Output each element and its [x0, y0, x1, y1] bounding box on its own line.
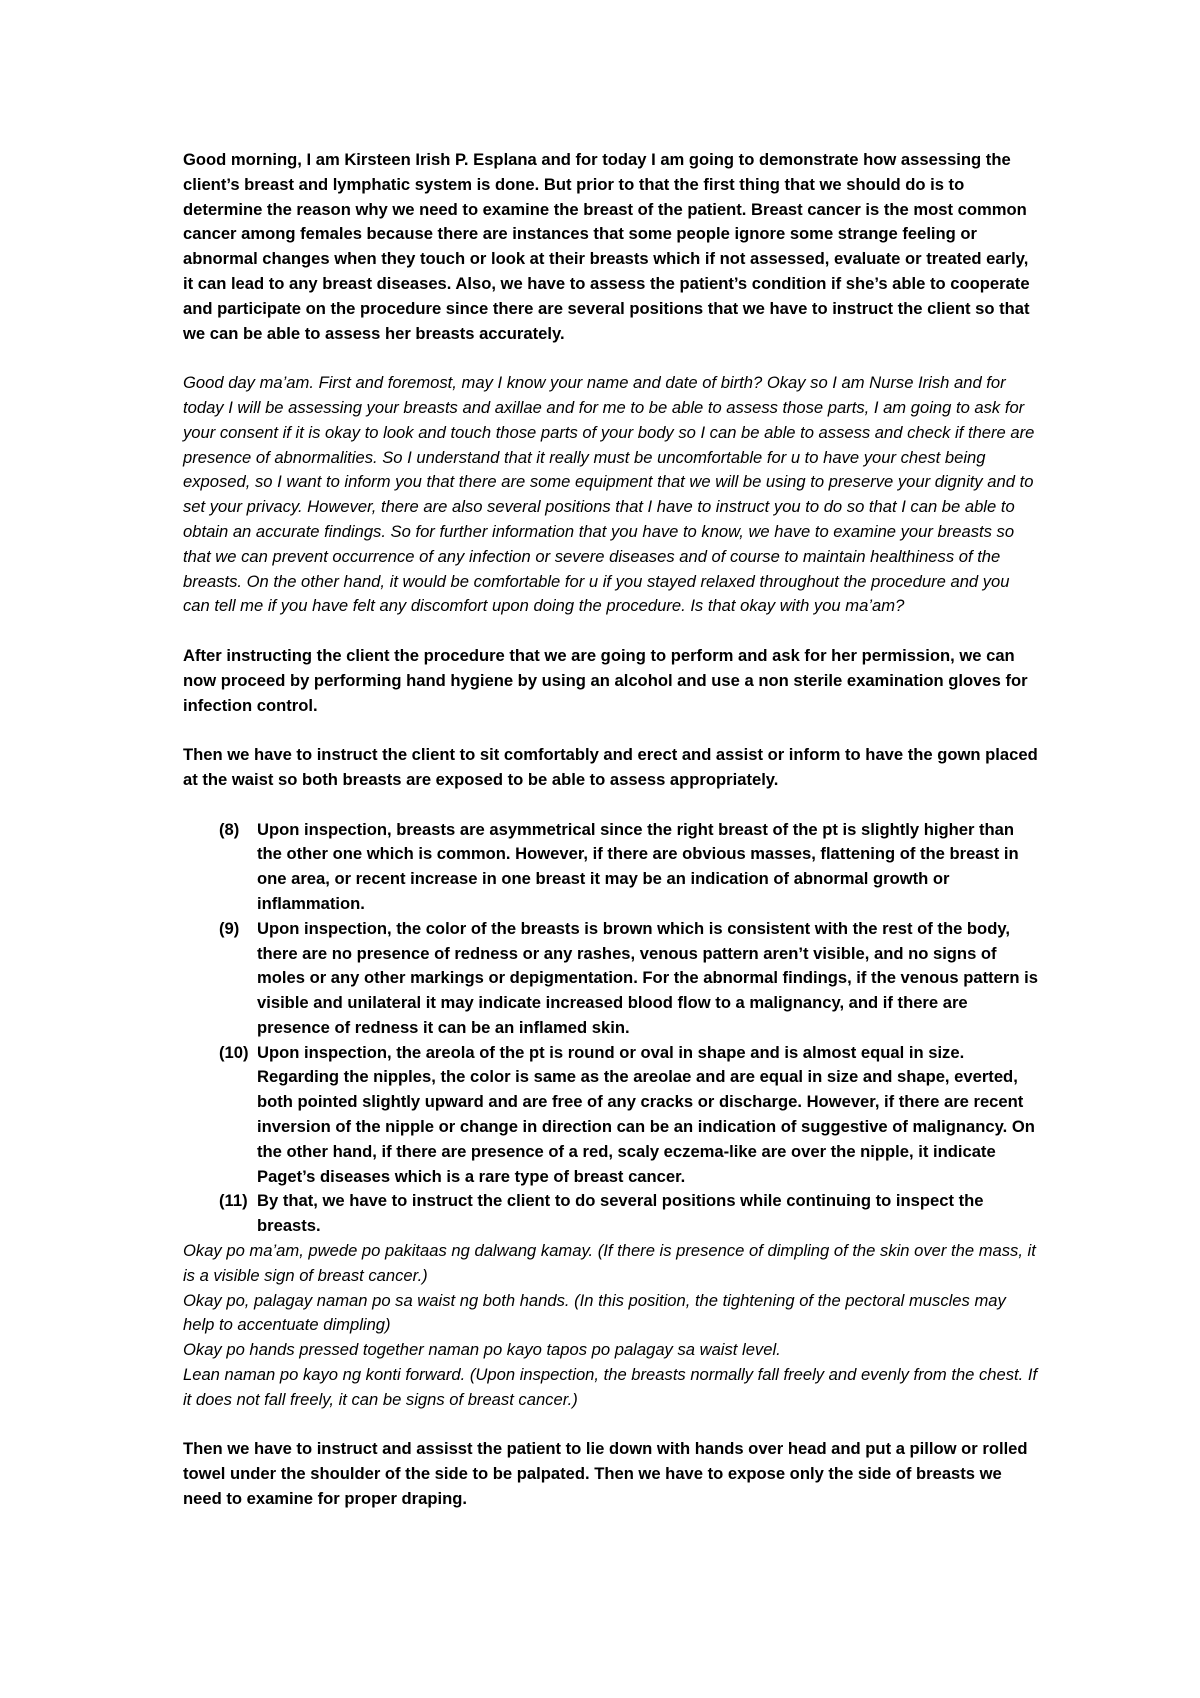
- document-body: [183, 148, 1038, 1537]
- position-line: Okay po, palagay naman po sa waist ng both hands. (In this position, the tightening of the pectoral muscles may help to accentuate dimpling): [183, 1290, 1006, 1335]
- list-item: [219, 1041, 1038, 1190]
- greeting-script-paragraph: Good day ma’am. First and foremost, may I know your name and date of birth? Okay so I am Nurse Irish and for today I will be assessing your breasts and axillae and for me to be able to assess those parts, I am going to ask for your consent if it is okay to look and touch those parts of your body so I can be able to assess and check if there are presence of abnormalities. So I understand that it really must be uncomfortable for u to have your chest being exposed, so I want to inform you that there are some equipment that we will be using to preserve your dignity and to set your privacy. However, there are also several positions that I have to instruct you to do so that I can be able to obtain an accurate findings. So for further information that you have to know, we have to examine your breasts so that we can prevent occurrence of any infection or severe diseases and of course to maintain healthiness of the breasts. On the other hand, it would be comfortable for u if you stayed relaxed throughout the procedure and you can tell me if you have felt any discomfort upon doing the procedure. Is that okay with you ma’am?: [183, 373, 1035, 616]
- step-text: Upon inspection, the color of the breasts is brown which is consistent with the rest of the body, there are no presence of redness or any rashes, venous pattern aren’t visible, and no signs of moles or any other markings or depigmentation. For the abnormal findings, if the venous pattern is visible and unilateral it may indicate increased blood flow to a malignancy, and if there are presence of redness it can be an inflamed skin.: [257, 918, 1038, 1037]
- position-line: Okay po hands pressed together naman po kayo tapos po palagay sa waist level.: [183, 1340, 781, 1360]
- supine-position-paragraph: Then we have to instruct and assisst the patient to lie down with hands over head and put a pillow or rolled towel under the shoulder of the side to be palpated. Then we have to expose only the side of breasts we need to examine for proper draping.: [183, 1439, 1028, 1509]
- position-line: Lean naman po kayo ng konti forward. (Upon inspection, the breasts normally fall freely and evenly from the chest. If it does not fall freely, it can be signs of breast cancer.): [183, 1365, 1038, 1409]
- step-number: (10): [219, 1042, 249, 1062]
- step-text: Upon inspection, the areola of the pt is round or oval in shape and is almost equal in size. Regarding the nipples, the color is same as the areolae and are equal in size and shape, everted, both pointed slightly upward and are free of any cracks or discharge. However, if there are recent inversion of the nipple or change in direction can be an indication of suggestive of malignancy. On the other hand, if there are presence of a red, scaly eczema-like are over the nipple, it indicate Paget’s diseases which is a rare type of breast cancer.: [257, 1042, 1035, 1186]
- sitting-position-paragraph: Then we have to instruct the client to sit comfortably and erect and assist or inform to have the gown placed at the waist so both breasts are exposed to be able to assess appropriately.: [183, 745, 1038, 789]
- hand-hygiene-paragraph: After instructing the client the procedure that we are going to perform and ask for her permission, we can now proceed by performing hand hygiene by using an alcohol and use a non sterile examination gloves for infection control.: [183, 645, 1028, 715]
- step-number: (9): [219, 918, 240, 938]
- list-item: [219, 917, 1038, 1041]
- list-item: [219, 1189, 1038, 1239]
- step-text: By that, we have to instruct the client to do several positions while continuing to inspect the breasts.: [257, 1191, 984, 1236]
- step-number: (8): [219, 819, 240, 839]
- position-line: Okay po ma’am, pwede po pakitaas ng dalwang kamay. (If there is presence of dimpling of the skin over the mass, it is a visible sign of breast cancer.): [183, 1241, 1036, 1285]
- list-item: [219, 818, 1038, 917]
- intro-paragraph: Good morning, I am Kirsteen Irish P. Esplana and for today I am going to demonstrate how assessing the client’s breast and lymphatic system is done. But prior to that the first thing that we should do is to determine the reason why we need to examine the breast of the patient. Breast cancer is the most common cancer among females because there are instances that some people ignore some strange feeling or abnormal changes when they touch or look at their breasts which if not assessed, evaluate or treated early, it can lead to any breast diseases. Also, we have to assess the patient’s condition if she’s able to cooperate and participate on the procedure since there are several positions that we have to instruct the client so that we can be able to assess her breasts accurately.: [183, 150, 1030, 343]
- position-instructions: [183, 1239, 1038, 1413]
- inspection-steps-list: [219, 818, 1038, 1240]
- step-number: (11): [219, 1191, 248, 1211]
- step-text: Upon inspection, breasts are asymmetrical since the right breast of the pt is slightly higher than the other one which is common. However, if there are obvious masses, flattening of the breast in one area, or recent increase in one breast it may be an indication of abnormal growth or inflammation.: [257, 819, 1019, 913]
